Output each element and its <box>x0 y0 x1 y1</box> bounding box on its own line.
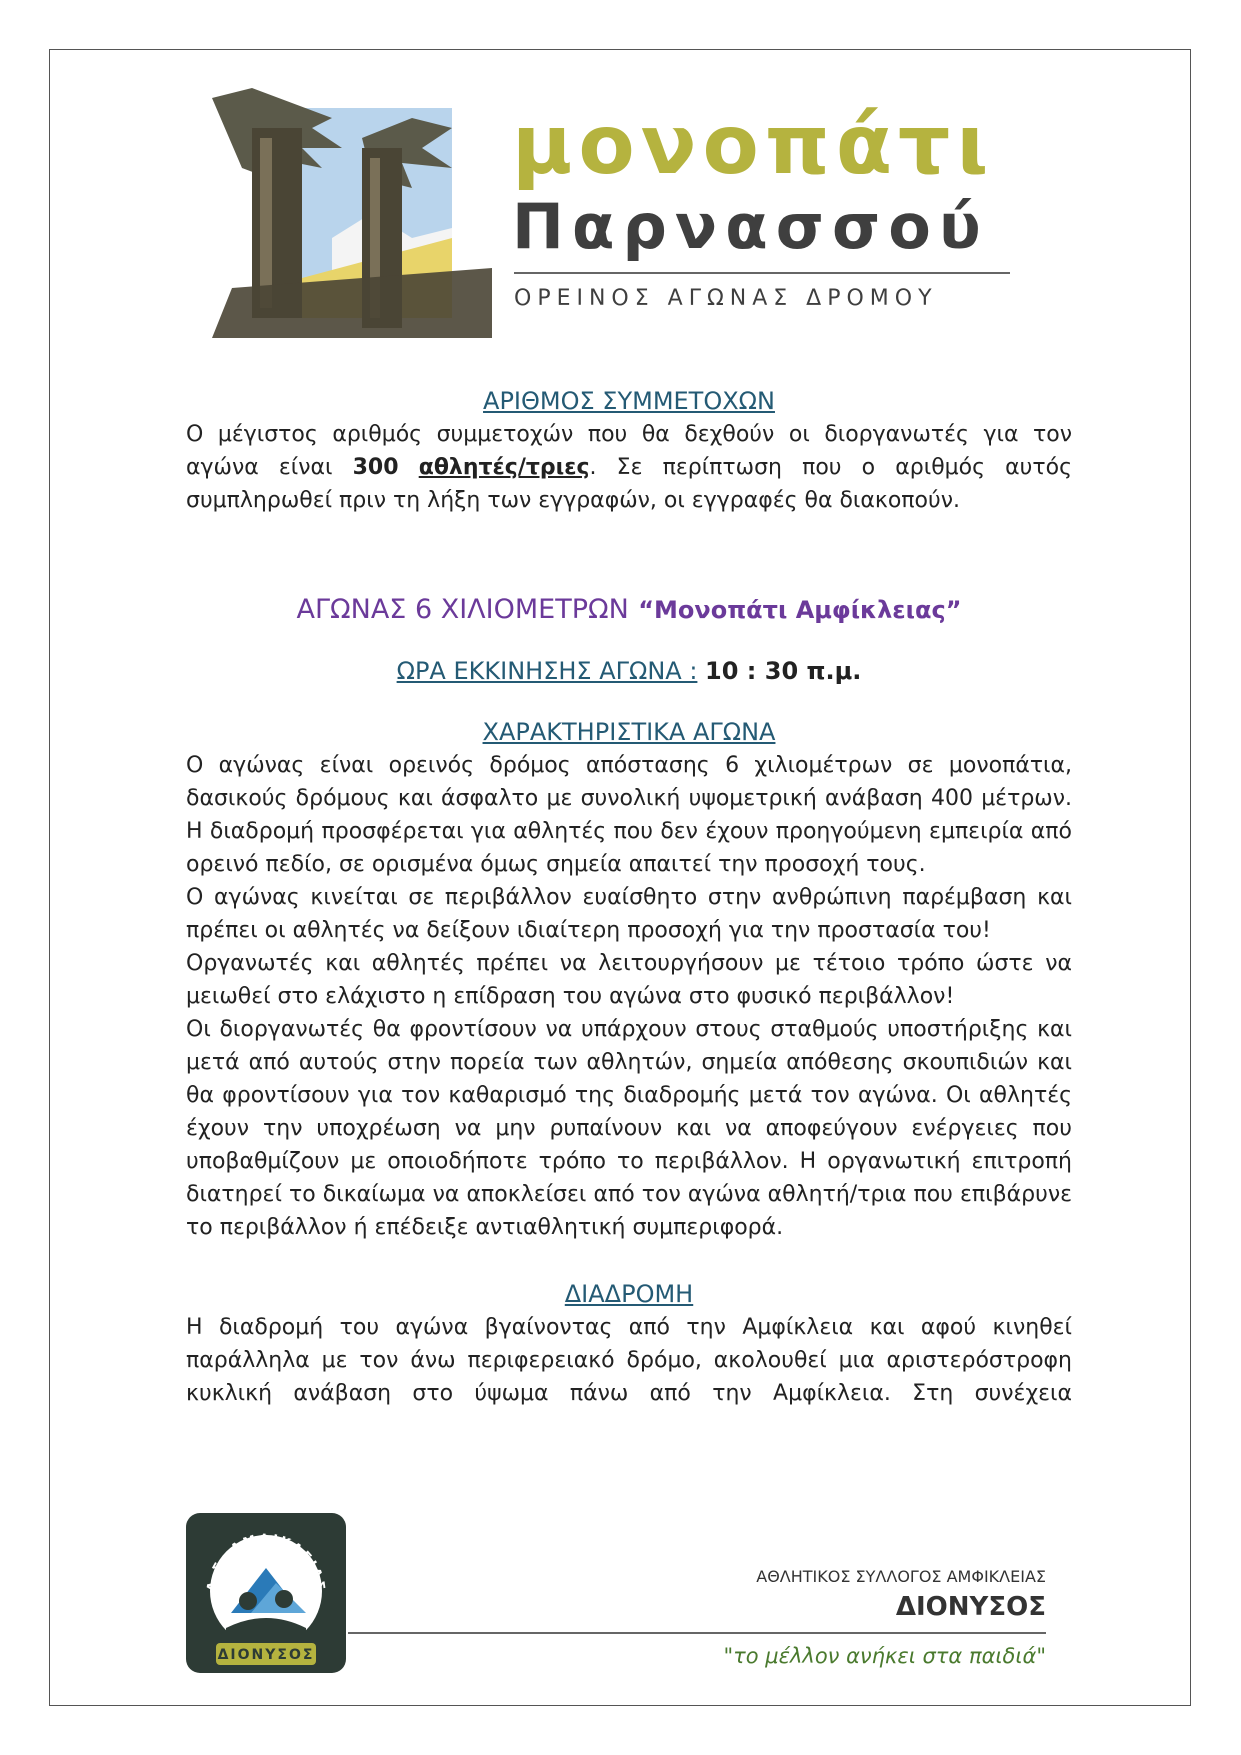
characteristics-paragraph-3: Οργανωτές και αθλητές πρέπει να λειτουργήσουν με τέτοιο τρόπο ώστε να μειωθεί στο ελάχιστο η επίδραση του αγώνα στο φυσικό περιβάλλον! <box>186 951 1072 1009</box>
route-heading: ΔΙΑΔΡΟΜΗ <box>564 1280 694 1308</box>
race-title <box>186 593 1072 627</box>
race-title-main: ΑΓΩΝΑΣ 6 ΧΙΛΙΟΜΕΤΡΩΝ <box>296 594 629 625</box>
footer-org: ΑΘΛΗΤΙΚΟΣ ΣΥΛΛΟΓΟΣ ΑΜΦΙΚΛΕΙΑΣ <box>756 1567 1046 1586</box>
characteristics-paragraph-2: Ο αγώνας κινείται σε περιβάλλον ευαίσθητο στην ανθρώπινη παρέμβαση και πρέπει οι αθλητές να δείξουν ιδιαίτερη προσοχή για την προστασία του! <box>186 885 1072 943</box>
route-paragraph: Η διαδρομή του αγώνα βγαίνοντας από την Αμφίκλεια και αφού κινηθεί παράλληλα με τον άνω περιφερειακό δρόμο, ακολουθεί μια αριστερόστροφη κυκλική ανάβαση στο ύψωμα πάνω από την Αμφίκλεια. Στη συνέχεια <box>186 1315 1072 1406</box>
brand-subtitle: Παρνασσού <box>512 190 989 263</box>
characteristics-heading: ΧΑΡΑΚΤΗΡΙΣΤΙΚΑ ΑΓΩΝΑ <box>482 718 776 746</box>
participants-text-after: . Σε περίπτωση που ο αριθμός αυτός συμπληρωθεί πριν τη λήξη των εγγραφών, οι εγγραφές θα διακοπούν. <box>186 455 1073 513</box>
brand-tagline: ΟΡΕΙΝΟΣ ΑΓΩΝΑΣ ΔΡΟΜΟΥ <box>514 286 938 311</box>
brand-title: μονοπάτι <box>512 98 995 193</box>
characteristics-paragraph-1: Ο αγώνας είναι ορεινός δρόμος απόστασης 6 χιλιομέτρων σε μονοπάτια, δασικούς δρόμους και άσφαλτο με συνολική υψομετρική ανάβαση 400 μέτρων. Η διαδρομή προσφέρεται για αθλητές που δεν έχουν προηγούμενη εμπειρία από ορεινό πεδίο, σε ορισμένα όμως σημεία απαιτεί την προσοχή τους. <box>186 753 1072 877</box>
club-badge-icon <box>186 1513 346 1673</box>
race-name: “Μονοπάτι Αμφίκλειας” <box>638 596 962 624</box>
participants-paragraph <box>186 418 1072 517</box>
participants-unit: αθλητές/τριες <box>418 455 590 480</box>
footer-name: ΔΙΟΝΥΣΟΣ <box>895 1592 1046 1622</box>
badge-top-text: Α.Σ. ΑΜΦΙΚΛΕΙΑΣ <box>204 1531 328 1593</box>
participants-text-before: Ο μέγιστος αριθμός συμμετοχών που θα δεχθούν οι διοργανωτές για τον αγώνα είναι <box>186 422 1072 480</box>
race-start-label: ΩΡΑ ΕΚΚΙΝΗΣΗΣ ΑΓΩΝΑ : <box>396 657 698 685</box>
footer-motto: "το μέλλον ανήκει στα παιδιά" <box>723 1644 1046 1668</box>
footer-divider <box>348 1632 1046 1634</box>
club-badge <box>186 1513 346 1673</box>
participants-count: 300 <box>352 455 399 480</box>
pine-trees-icon <box>212 88 492 338</box>
header-logo <box>212 88 1012 338</box>
brand-divider <box>514 272 1010 274</box>
document-body <box>186 385 1072 1410</box>
race-start <box>186 655 1072 688</box>
participants-heading: ΑΡΙΘΜΟΣ ΣΥΜΜΕΤΟΧΩΝ <box>483 387 775 415</box>
badge-bottom-text: ΔΙΟΝΥΣΟΣ <box>217 1647 315 1663</box>
characteristics-paragraph-4: Οι διοργανωτές θα φροντίσουν να υπάρχουν στους σταθμούς υποστήριξης και μετά από αυτούς στην πορεία των αθλητών, σημεία απόθεσης σκουπιδιών και θα φροντίσουν για τον καθαρισμό της διαδρομής μετά τον αγώνα. Οι αθλητές έχουν την υποχρέωση να μην ρυπαίνουν και να αποφεύγουν ενέργειες που υποβαθμίζουν με οποιοδήποτε τρόπο το περιβάλλον. Η οργανωτική επιτροπή διατηρεί το δικαίωμα να αποκλείσει από τον αγώνα αθλητή/τρια που επιβάρυνε το περιβάλλον ή επέδειξε αντιαθλητική συμπεριφορά. <box>186 1017 1072 1240</box>
race-start-time: 10 : 30 π.μ. <box>705 657 862 685</box>
